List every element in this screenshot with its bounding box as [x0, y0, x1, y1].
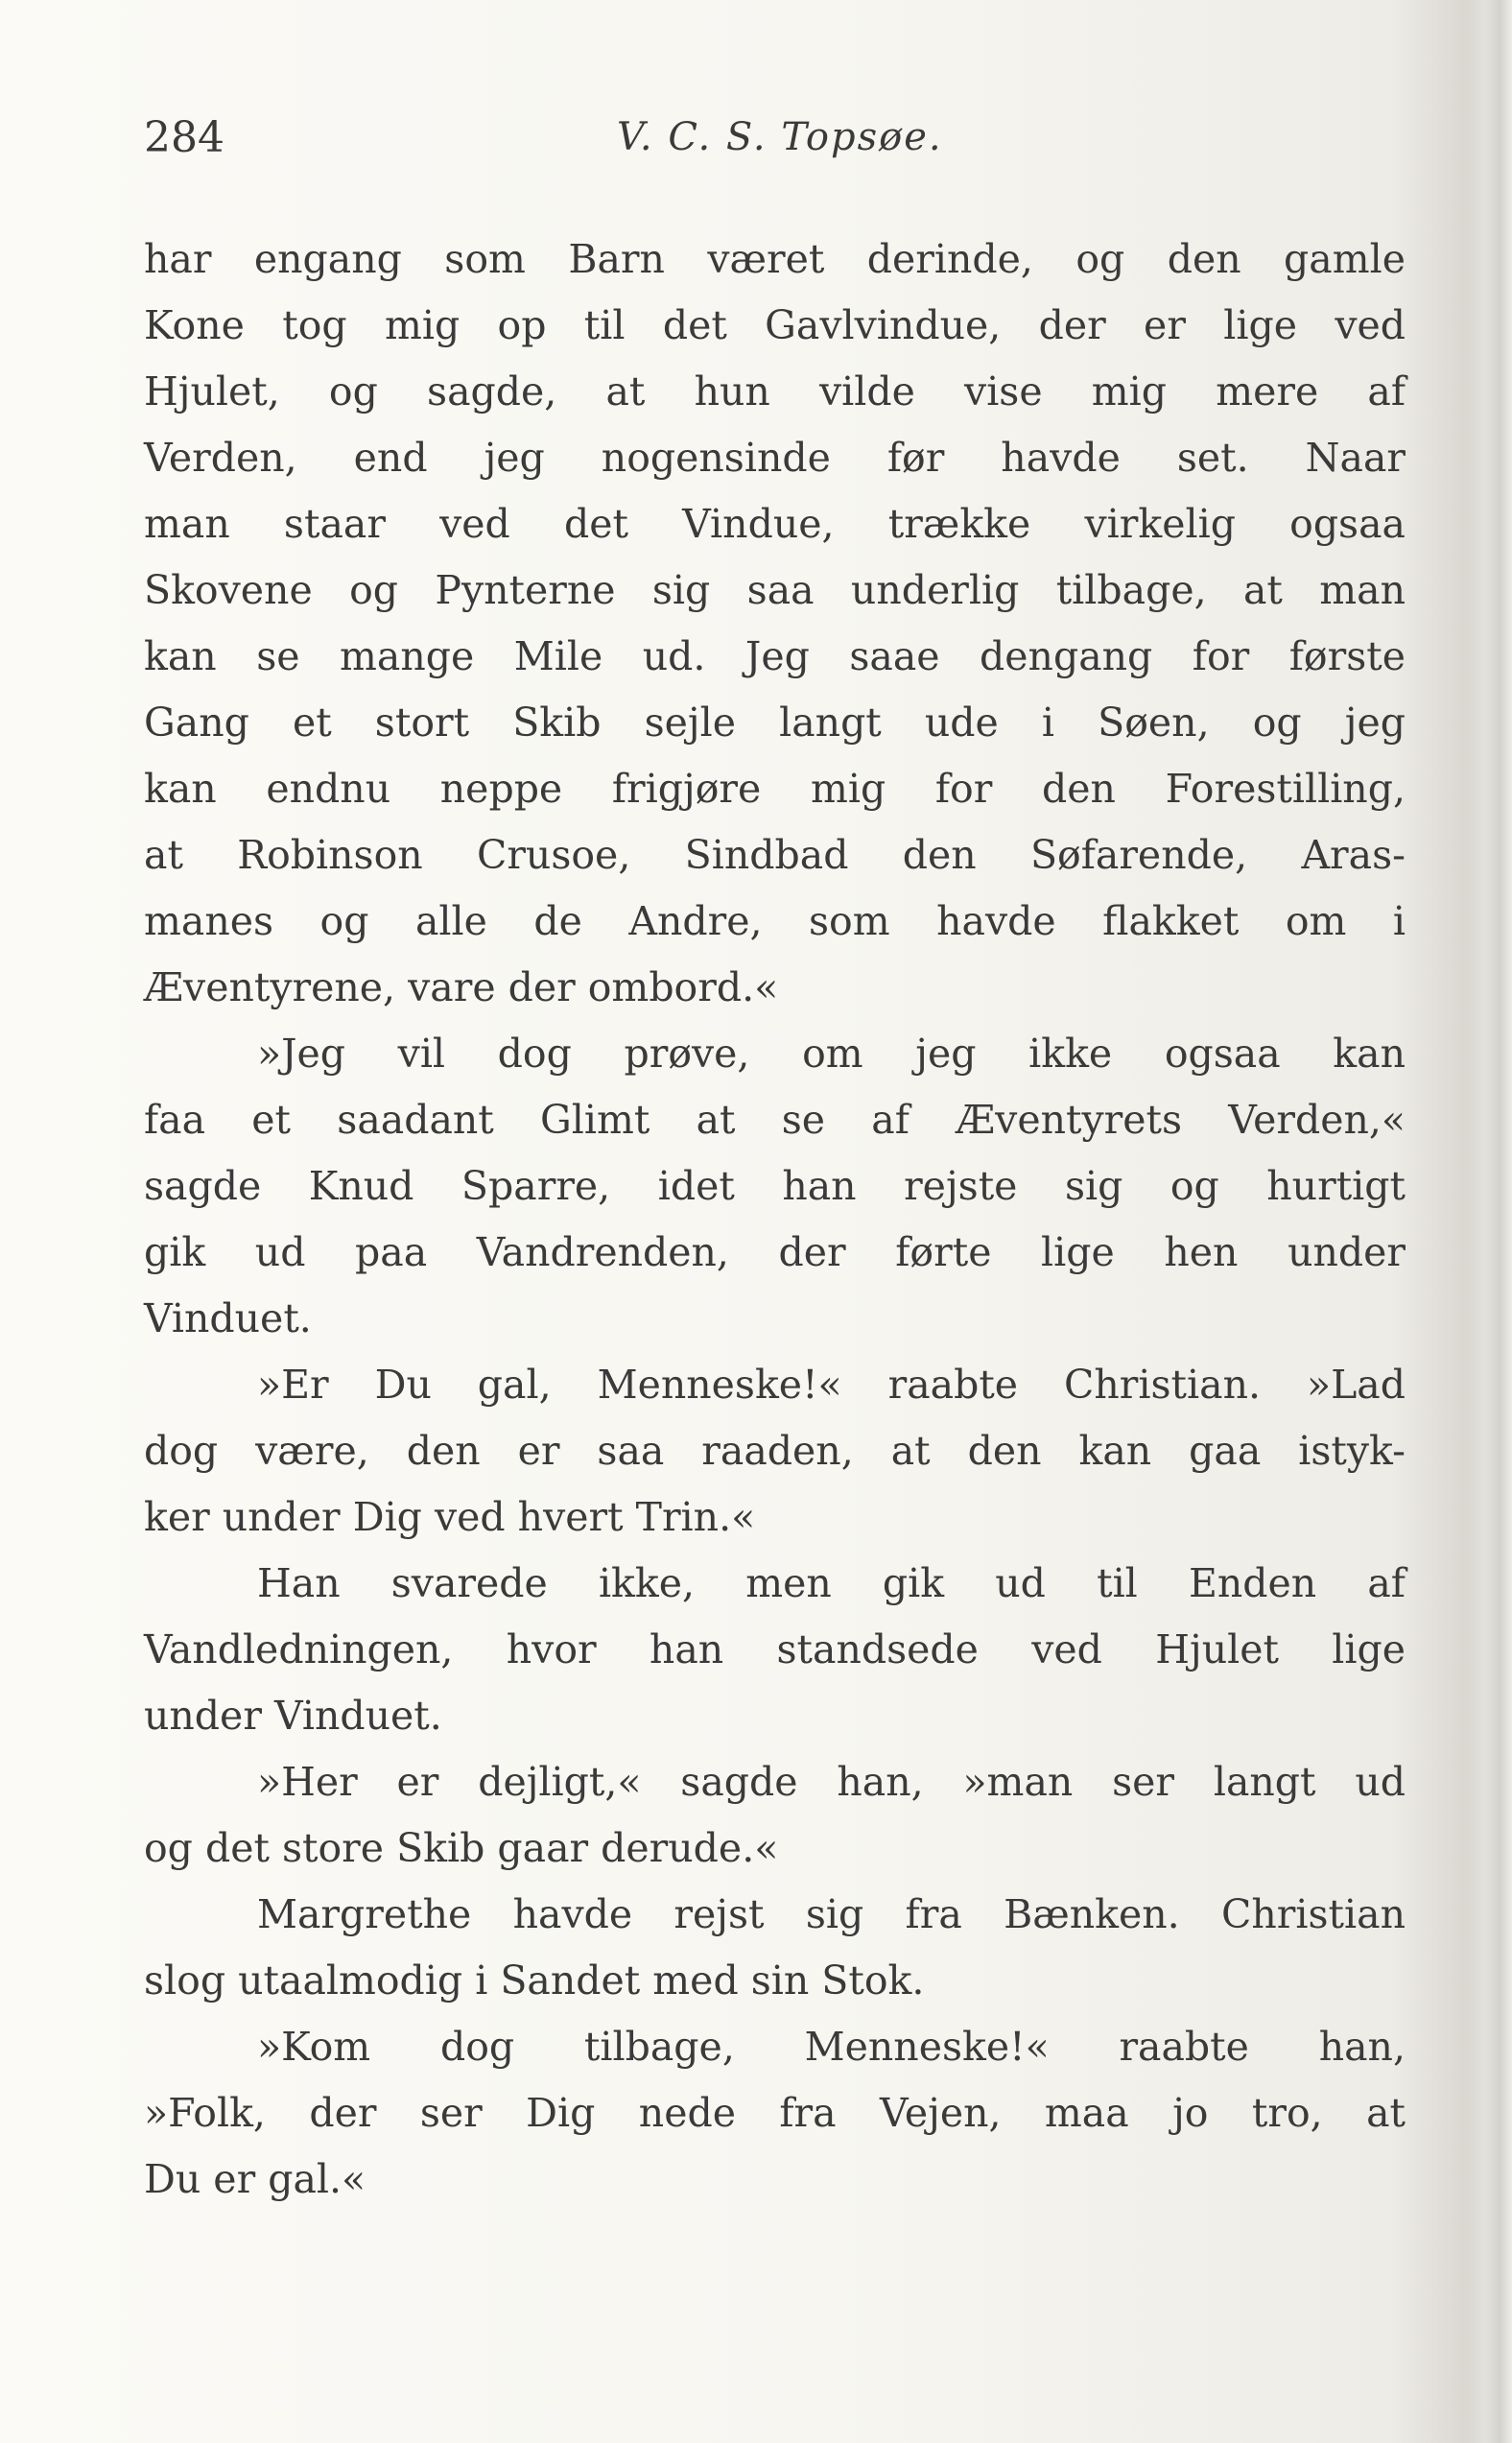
text-line: »Kom dog tilbage, Menneske!« raabte han, — [257, 2024, 1406, 2070]
text-line: sagde Knud Sparre, idet han rejste sig og hurtigt — [144, 1163, 1406, 1209]
text-line: Gang et stort Skib sejle langt ude i Søen, og jeg — [144, 700, 1406, 746]
text-line: Vandledningen, hvor han standsede ved Hjulet lige — [144, 1626, 1406, 1672]
text-line: Margrethe havde rejst sig fra Bænken. Christian — [257, 1891, 1406, 1937]
text-line: Skovene og Pynterne sig saa underlig tilbage, at man — [144, 567, 1406, 613]
text-line: Æventyrene, vare der ombord.« — [144, 964, 779, 1010]
page-edge-shadow — [1485, 0, 1512, 2443]
text-line: gik ud paa Vandrenden, der førte lige hen under — [144, 1229, 1406, 1275]
text-line: slog utaalmodig i Sandet med sin Stok. — [144, 1957, 925, 2004]
running-title: V. C. S. Topsøe. — [617, 115, 943, 159]
text-line: kan endnu neppe frigjøre mig for den Forestilling, — [144, 766, 1406, 812]
text-line: manes og alle de Andre, som havde flakket om i — [144, 898, 1406, 944]
page-number: 284 — [144, 113, 224, 162]
text-line: »Her er dejligt,« sagde han, »man ser langt ud — [257, 1759, 1406, 1805]
text-line: kan se mange Mile ud. Jeg saae dengang for første — [144, 633, 1406, 679]
text-line: og det store Skib gaar derude.« — [144, 1825, 779, 1871]
running-head — [144, 113, 1391, 180]
text-line: »Folk, der ser Dig nede fra Vejen, maa jo tro, at — [144, 2090, 1406, 2136]
text-line: Hjulet, og sagde, at hun vilde vise mig mere af — [144, 368, 1406, 415]
text-line: »Jeg vil dog prøve, om jeg ikke ogsaa kan — [257, 1031, 1406, 1077]
text-line: man staar ved det Vindue, trække virkelig ogsaa — [144, 501, 1406, 547]
text-line: dog være, den er saa raaden, at den kan gaa istyk- — [144, 1428, 1406, 1474]
text-line: at Robinson Crusoe, Sindbad den Søfarende, Aras- — [144, 832, 1406, 878]
text-line: Han svarede ikke, men gik ud til Enden af — [257, 1560, 1406, 1606]
text-line: faa et saadant Glimt at se af Æventyrets Verden,« — [144, 1097, 1406, 1143]
body-text — [144, 226, 1406, 2213]
text-line: Vinduet. — [144, 1295, 312, 1341]
text-line: Verden, end jeg nogensinde før havde set. Naar — [144, 435, 1406, 481]
text-line: Du er gal.« — [144, 2156, 366, 2202]
text-line: har engang som Barn været derinde, og den gamle — [144, 236, 1406, 282]
text-line: under Vinduet. — [144, 1693, 442, 1739]
text-line: ker under Dig ved hvert Trin.« — [144, 1494, 756, 1540]
text-line: Kone tog mig op til det Gavlvindue, der er lige ved — [144, 302, 1406, 348]
text-line: »Er Du gal, Menneske!« raabte Christian. »Lad — [257, 1362, 1406, 1408]
